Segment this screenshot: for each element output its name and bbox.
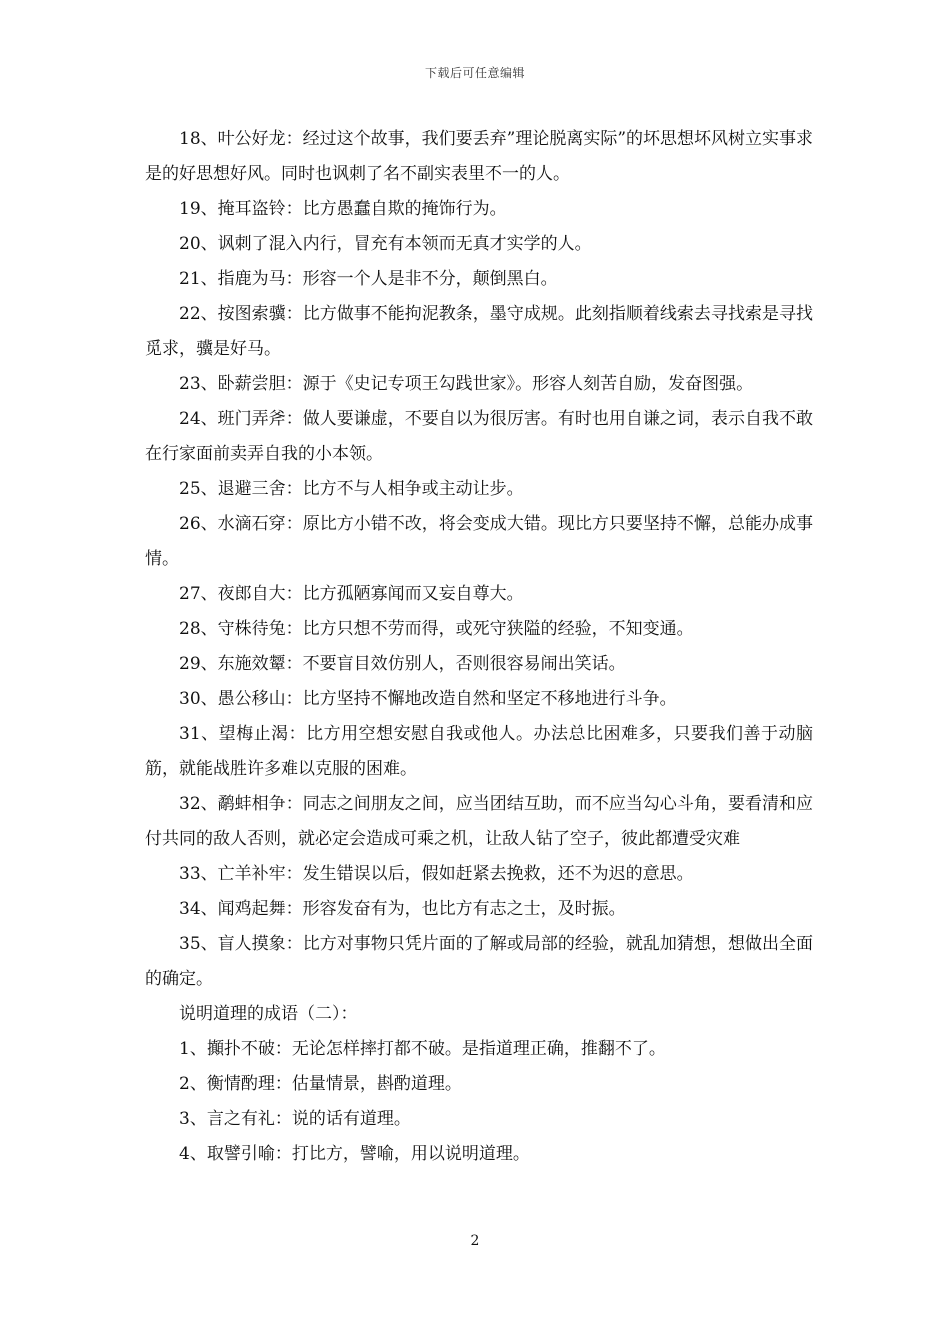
paragraph: 34、闻鸡起舞：形容发奋有为，也比方有志之士，及时振。 bbox=[179, 899, 626, 919]
paragraph: 27、夜郎自大：比方孤陋寡闻而又妄自尊大。 bbox=[179, 584, 524, 604]
paragraph: 2、衡情酌理：估量情景，斟酌道理。 bbox=[179, 1074, 462, 1094]
page-number: 2 bbox=[470, 1233, 480, 1249]
paragraph: 20、讽刺了混入内行，冒充有本领而无真才实学的人。 bbox=[179, 234, 592, 254]
paragraph: 32、鹬蚌相争：同志之间朋友之间，应当团结互助，而不应当勾心斗角，要看清和应付共同的敌人否则，就必定会造成可乘之机，让敌人钻了空子，彼此都遭受灾难 bbox=[145, 794, 813, 849]
paragraph: 33、亡羊补牢：发生错误以后，假如赶紧去挽救，还不为迟的意思。 bbox=[179, 864, 694, 884]
section-heading: 说明道理的成语（二）： bbox=[179, 1004, 358, 1024]
paragraph: 19、掩耳盗铃：比方愚蠢自欺的掩饰行为。 bbox=[179, 199, 507, 219]
paragraph: 3、言之有礼：说的话有道理。 bbox=[179, 1109, 411, 1129]
paragraph: 35、盲人摸象：比方对事物只凭片面的了解或局部的经验，就乱加猜想，想做出全面的确定。 bbox=[145, 934, 813, 989]
paragraph: 29、东施效颦：不要盲目效仿别人，否则很容易闹出笑话。 bbox=[179, 654, 626, 674]
paragraph: 31、望梅止渴：比方用空想安慰自我或他人。办法总比困难多，只要我们善于动脑筋，就能战胜许多难以克服的困难。 bbox=[145, 724, 813, 779]
paragraph: 30、愚公移山：比方坚持不懈地改造自然和坚定不移地进行斗争。 bbox=[179, 689, 677, 709]
paragraph: 23、卧薪尝胆：源于《史记专项王勾践世家》。形容人刻苦自励，发奋图强。 bbox=[179, 374, 754, 394]
page-header: 下载后可任意编辑 bbox=[424, 66, 525, 80]
document-body bbox=[145, 122, 813, 1172]
paragraph: 18、叶公好龙：经过这个故事，我们要丢弃”理论脱离实际”的坏思想坏风树立实事求是的好思想好风。同时也讽刺了名不副实表里不一的人。 bbox=[145, 129, 814, 184]
paragraph: 22、按图索骥：比方做事不能拘泥教条，墨守成规。此刻指顺着线索去寻找索是寻找觅求，骥是好马。 bbox=[145, 304, 813, 359]
paragraph: 4、取譬引喻：打比方，譬喻，用以说明道理。 bbox=[179, 1144, 530, 1164]
paragraph: 26、水滴石穿：原比方小错不改，将会变成大错。现比方只要坚持不懈，总能办成事情。 bbox=[145, 514, 813, 569]
paragraph: 25、退避三舍：比方不与人相争或主动让步。 bbox=[179, 479, 524, 499]
paragraph: 21、指鹿为马：形容一个人是非不分，颠倒黑白。 bbox=[179, 269, 558, 289]
paragraph: 24、班门弄斧：做人要谦虚，不要自以为很厉害。有时也用自谦之词，表示自我不敢在行家面前卖弄自我的小本领。 bbox=[145, 409, 813, 464]
paragraph: 1、攧扑不破：无论怎样摔打都不破。是指道理正确，推翻不了。 bbox=[179, 1039, 666, 1059]
paragraph: 28、守株待兔：比方只想不劳而得，或死守狭隘的经验，不知变通。 bbox=[179, 619, 694, 639]
